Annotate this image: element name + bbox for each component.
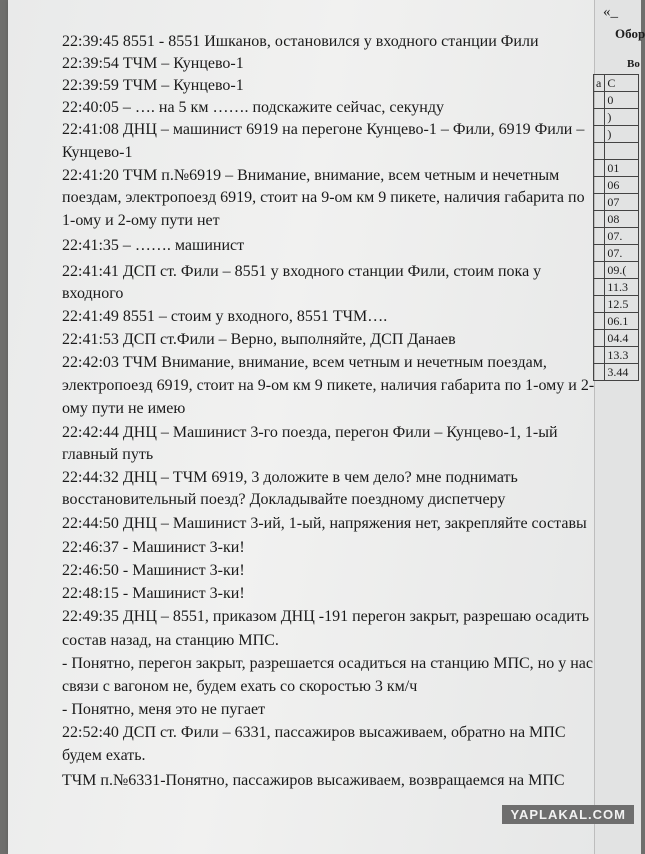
side-cell [594, 126, 605, 143]
side-cell: 09.( [605, 262, 639, 279]
side-table-row [594, 194, 639, 211]
side-cell [594, 279, 605, 296]
side-cell: 07. [605, 228, 639, 245]
side-cell [594, 228, 605, 245]
transcript-line: - Понятно, меня это не пугает [62, 701, 266, 718]
side-table-row [594, 143, 639, 160]
transcript-line: 22:39:54 ТЧМ – Кунцево-1 [62, 55, 244, 72]
side-table-row [594, 296, 639, 313]
side-cell [594, 211, 605, 228]
side-cell: ) [605, 126, 639, 143]
transcript-line: входного [62, 285, 124, 302]
side-table-row [594, 126, 639, 143]
side-cell: 07. [605, 245, 639, 262]
transcript-line: 22:42:03 ТЧМ Внимание, внимание, всем четным и нечетным поездам, [62, 354, 547, 371]
side-table-row [594, 313, 639, 330]
transcript-line: 22:44:50 ДНЦ – Машинист 3-ий, 1-ый, напряжения нет, закрепляйте составы [62, 515, 587, 532]
transcript-line: состав назад, на станцию МПС. [62, 632, 279, 649]
transcript-line: 22:41:20 ТЧМ п.№6919 – Внимание, внимание, всем четным и нечетным [62, 167, 560, 184]
transcript-line: ому пути не имею [62, 400, 186, 417]
side-cell [594, 347, 605, 364]
transcript-line: восстановительный поезд? Докладывайте поездному диспетчеру [62, 491, 506, 508]
transcript-line: 22:49:35 ДНЦ – 8551, приказом ДНЦ -191 перегон закрыт, разрешаю осадить [62, 608, 589, 625]
transcript-line: 22:41:08 ДНЦ – машинист 6919 на перегоне Кунцево-1 – Фили, 6919 Фили – [62, 121, 585, 138]
side-table-row [594, 92, 639, 109]
side-cell [594, 92, 605, 109]
transcript-line: связи с вагоном не, будем ехать со скоростью 3 км/ч [62, 678, 418, 695]
side-table-row [594, 228, 639, 245]
transcript-line: 22:48:15 - Машинист 3-ки! [62, 585, 245, 602]
side-table-row [594, 262, 639, 279]
transcript-line: ТЧМ п.№6331-Понятно, пассажиров высаживаем, возвращаемся на МПС [62, 772, 565, 789]
side-cell [594, 177, 605, 194]
side-cell: 04.4 [605, 330, 639, 347]
transcript-line: поездам, электропоезд 6919, стоит на 9-ом км 9 пикете, наличия габарита по [62, 189, 585, 206]
side-cell: 12.5 [605, 296, 639, 313]
side-table-row [594, 109, 639, 126]
side-cell [594, 313, 605, 330]
side-cell [594, 143, 605, 160]
side-table-row [594, 279, 639, 296]
transcript-line: 22:41:41 ДСП ст. Фили – 8551 у входного станции Фили, стоим пока у [62, 263, 542, 280]
side-table-row [594, 160, 639, 177]
transcript-line: электропоезд 6919, стоит на 9-ом км 9 пикете, наличия габарита по 1-ому и 2- [62, 377, 595, 394]
side-cell: 13.3 [605, 347, 639, 364]
side-cell: 0 [605, 92, 639, 109]
transcript-line: 22:41:35 – ……. машинист [62, 237, 245, 254]
transcript-line: главный путь [62, 446, 154, 463]
transcript-line: 1-ому и 2-ому пути нет [62, 212, 220, 229]
side-cell [594, 194, 605, 211]
side-corner-mark: «_ [603, 4, 618, 20]
side-table-header-row [594, 75, 639, 92]
transcript-line: 22:44:32 ДНЦ – ТЧМ 6919, 3 доложите в чем дело? мне поднимать [62, 469, 518, 486]
side-table-row [594, 177, 639, 194]
transcript-line: 22:46:50 - Машинист 3-ки! [62, 562, 245, 579]
side-column-header: Во [627, 58, 640, 70]
side-table-row [594, 211, 639, 228]
side-cell: 3.44 [605, 364, 639, 381]
transcript-line: 22:40:05 – …. на 5 км ……. подскажите сейчас, секунду [62, 99, 444, 116]
transcript-line: 22:52:40 ДСП ст. Фили – 6331, пассажиров высаживаем, обратно на МПС [62, 724, 566, 741]
side-cell: 06.1 [605, 313, 639, 330]
side-table-row [594, 347, 639, 364]
side-cell: 07 [605, 194, 639, 211]
side-cell [594, 109, 605, 126]
transcript-line: - Понятно, перегон закрыт, разрешается осадиться на станцию МПС, но у нас [62, 655, 594, 672]
transcript-line: 22:41:53 ДСП ст.Фили – Верно, выполняйте, ДСП Данаев [62, 331, 456, 348]
side-cell: ) [605, 109, 639, 126]
transcript-line: будем ехать. [62, 747, 146, 764]
side-cell: 08 [605, 211, 639, 228]
side-table-row [594, 364, 639, 381]
side-table [593, 74, 639, 381]
side-cell [594, 262, 605, 279]
transcript-line: 22:39:59 ТЧМ – Кунцево-1 [62, 77, 244, 94]
side-header: Обор [615, 26, 645, 41]
side-cell [594, 296, 605, 313]
transcript-line: 22:46:37 - Машинист 3-ки! [62, 539, 245, 556]
side-cell: 01 [605, 160, 639, 177]
side-cell: а [594, 75, 605, 92]
transcript-line: Кунцево-1 [62, 144, 133, 161]
side-cell [594, 160, 605, 177]
side-cell [594, 245, 605, 262]
transcript-line: 22:39:45 8551 - 8551 Ишканов, остановился у входного станции Фили [62, 33, 539, 50]
side-cell: 11.3 [605, 279, 639, 296]
transcript-line: 22:41:49 8551 – стоим у входного, 8551 ТЧМ…. [62, 308, 388, 325]
transcript-line: 22:42:44 ДНЦ – Машинист 3-го поезда, перегон Фили – Кунцево-1, 1-ый [62, 424, 558, 441]
side-table-row [594, 330, 639, 347]
side-cell: 06 [605, 177, 639, 194]
side-cell [605, 143, 639, 160]
side-table-row [594, 245, 639, 262]
side-cell [594, 364, 605, 381]
side-cell [594, 330, 605, 347]
side-cell: С [605, 75, 639, 92]
adjacent-sheet [594, 0, 645, 854]
watermark: YAPLAKAL.COM [502, 805, 634, 824]
